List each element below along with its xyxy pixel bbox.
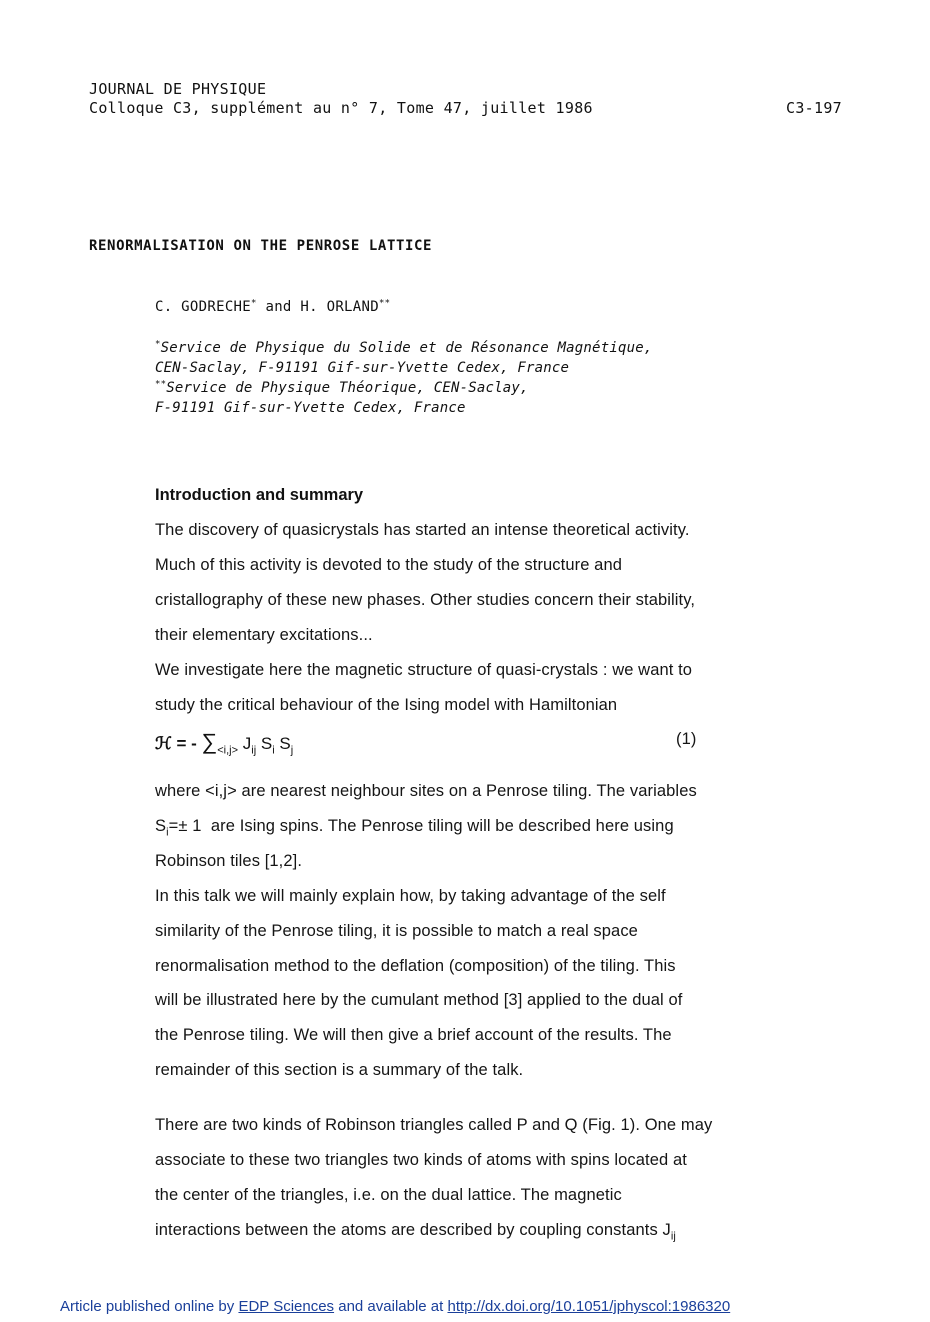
p3-line-2-text: =± 1 are Ising spins. The Penrose tiling will be described here using bbox=[168, 817, 674, 835]
p5-line-4-text: interactions between the atoms are described by coupling constants J bbox=[155, 1221, 671, 1239]
affiliation-1-mark: * bbox=[155, 339, 161, 350]
p1-line-3: cristallography of these new phases. Other studies concern their stability, bbox=[155, 591, 696, 609]
p4-line-4: will be illustrated here by the cumulant method [3] applied to the dual of bbox=[155, 991, 683, 1009]
spin-si-subscript: i bbox=[272, 744, 275, 757]
affiliation-1-text: Service de Physique du Solide et de Résonance Magnétique, bbox=[160, 340, 653, 356]
authors-and: and bbox=[256, 299, 301, 315]
page-number: C3-197 bbox=[786, 99, 842, 117]
doi-link[interactable]: http://dx.doi.org/10.1051/jphyscol:1986320 bbox=[447, 1298, 731, 1315]
journal-name: JOURNAL DE PHYSIQUE bbox=[89, 80, 267, 98]
equation-1 bbox=[155, 729, 293, 755]
sum-symbol: ∑ bbox=[201, 729, 218, 754]
p4-line-3: renormalisation method to the deflation (composition) of the tiling. This bbox=[155, 957, 676, 975]
affiliation-1-line-1 bbox=[155, 340, 652, 356]
p4-line-1: In this talk we will mainly explain how, by taking advantage of the self bbox=[155, 887, 666, 905]
paper-title: RENORMALISATION ON THE PENROSE LATTICE bbox=[89, 238, 433, 254]
publisher-link[interactable]: EDP Sciences bbox=[238, 1298, 335, 1315]
p5-line-4 bbox=[155, 1221, 676, 1243]
spin-variable: S bbox=[155, 817, 167, 835]
coupling-subscript: ij bbox=[670, 1230, 676, 1243]
footer-middle: and available at bbox=[334, 1298, 448, 1315]
p3-line-1: where <i,j> are nearest neighbour sites on a Penrose tiling. The variables bbox=[155, 782, 697, 800]
spin-variable-subscript: i bbox=[166, 826, 169, 839]
p4-line-5: the Penrose tiling. We will then give a brief account of the results. The bbox=[155, 1026, 672, 1044]
coupling-j-subscript: ij bbox=[251, 744, 257, 757]
affiliation-1-line-2: CEN-Saclay, F-91191 Gif-sur-Yvette Cedex, France bbox=[155, 360, 570, 376]
affiliation-2-line-1 bbox=[155, 380, 529, 396]
affiliation-2-line-2: F-91191 Gif-sur-Yvette Cedex, France bbox=[155, 400, 466, 416]
authors bbox=[155, 299, 390, 315]
affiliation-2-text: Service de Physique Théorique, CEN-Saclay, bbox=[166, 380, 529, 396]
p2-line-1: We investigate here the magnetic structure of quasi-crystals : we want to bbox=[155, 661, 693, 679]
spin-sj: S bbox=[274, 734, 291, 753]
coupling-j: J bbox=[238, 734, 252, 753]
p1-line-2: Much of this activity is devoted to the study of the structure and bbox=[155, 556, 623, 574]
p4-line-6: remainder of this section is a summary of the talk. bbox=[155, 1061, 524, 1079]
equation-number: (1) bbox=[676, 730, 697, 748]
p1-line-4: their elementary excitations... bbox=[155, 626, 373, 644]
p5-line-2: associate to these two triangles two kinds of atoms with spins located at bbox=[155, 1151, 687, 1169]
p3-line-3: Robinson tiles [1,2]. bbox=[155, 852, 303, 870]
sum-subscript: <i,j> bbox=[217, 744, 239, 757]
equation-lhs: ℋ = - bbox=[155, 734, 202, 753]
author-1-mark: * bbox=[251, 298, 257, 309]
p1-line-1: The discovery of quasicrystals has started an intense theoretical activity. bbox=[155, 521, 690, 539]
p5-line-1: There are two kinds of Robinson triangles called P and Q (Fig. 1). One may bbox=[155, 1116, 713, 1134]
author-1: C. GODRECHE bbox=[155, 299, 252, 315]
p2-line-2: study the critical behaviour of the Ising model with Hamiltonian bbox=[155, 696, 618, 714]
journal-issue: Colloque C3, supplément au n° 7, Tome 47, juillet 1986 bbox=[89, 99, 593, 117]
footer-prefix: Article published online by bbox=[60, 1298, 239, 1315]
p4-line-2: similarity of the Penrose tiling, it is possible to match a real space bbox=[155, 922, 638, 940]
p3-line-2 bbox=[155, 817, 674, 839]
affiliation-2-mark: ** bbox=[155, 379, 167, 390]
spin-sj-subscript: j bbox=[290, 744, 294, 757]
spin-si: S bbox=[256, 734, 273, 753]
author-2-mark: ** bbox=[378, 298, 391, 309]
section-heading: Introduction and summary bbox=[155, 486, 364, 504]
footer-note bbox=[60, 1298, 730, 1315]
p5-line-3: the center of the triangles, i.e. on the dual lattice. The magnetic bbox=[155, 1186, 622, 1204]
author-2: H. ORLAND bbox=[300, 299, 379, 315]
